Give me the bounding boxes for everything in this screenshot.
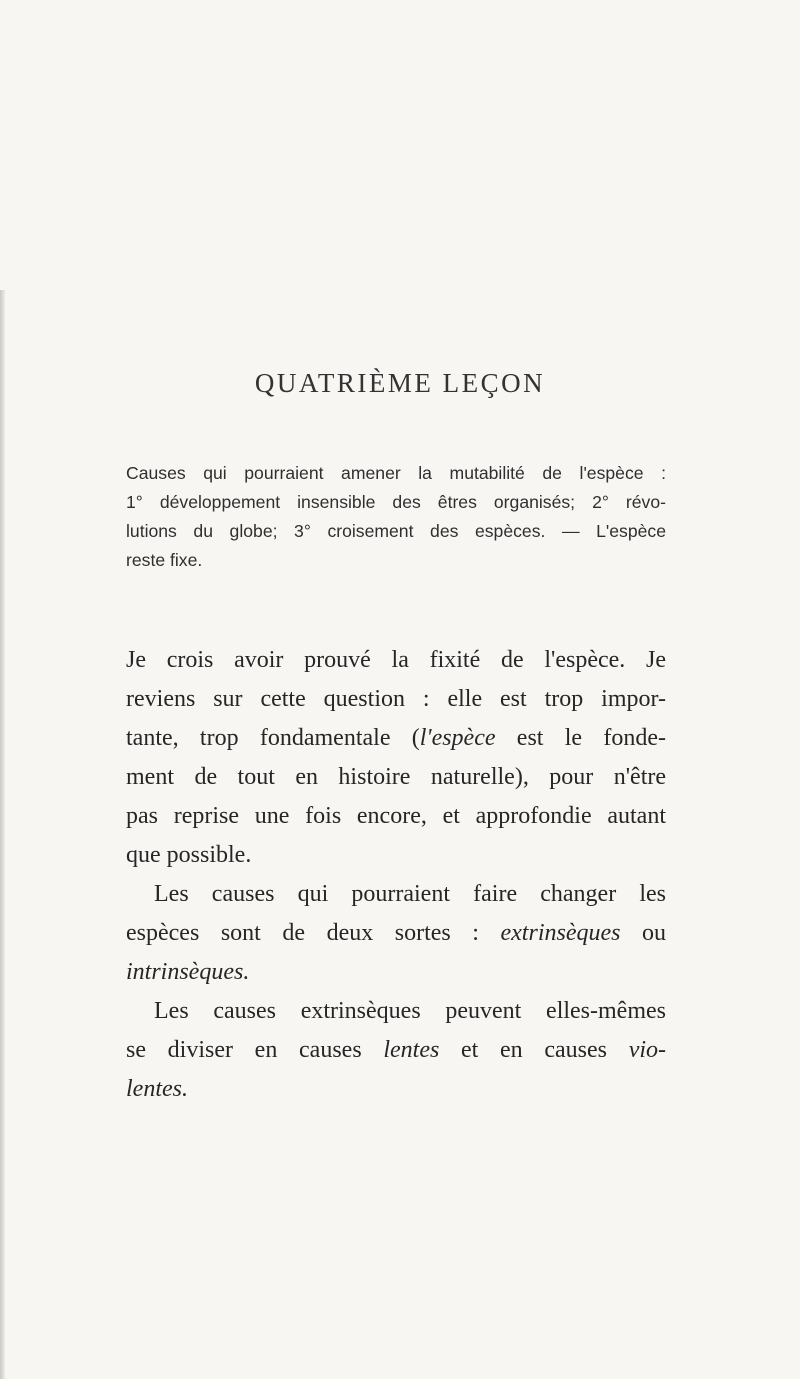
summary-line: 1° développement insensible des êtres organisés; 2° révo- [126,492,666,512]
summary-line: Causes qui pourraient amener la mutabilité de l'espèce : [126,463,666,483]
italic-term: vio- [628,1037,666,1063]
paragraph-3-line [126,1070,666,1109]
text-run: et en causes [439,1037,629,1063]
paragraph-2-line [126,953,666,992]
summary-line: reste fixe. [126,550,203,570]
summary-line: lutions du globe; 3° croisement des espèces. — L'espèce [126,521,666,541]
text-run: ou [620,920,667,946]
paragraph-1-line: reviens sur cette question : elle est trop impor- [126,686,666,712]
paragraph-1-line [126,719,666,758]
text-run: se diviser en causes [126,1037,384,1063]
paragraph-1-line: que possible. [126,842,252,868]
chapter-heading: QUATRIÈME LEÇON [254,368,546,398]
page-edge-shadow [0,290,5,1379]
italic-term: l'espèce [419,725,496,751]
body-text [126,641,666,1109]
paragraph-1-line: Je crois avoir prouvé la fixité de l'espèce. Je [126,647,666,673]
paragraph-3-line [126,1031,666,1070]
italic-term: lentes [383,1037,440,1063]
text-run: espèces sont de deux sortes : [126,920,501,946]
text-run: tante, trop fondamentale ( [126,725,420,751]
italic-term: intrinsèques. [126,959,250,985]
italic-term: extrinsèques [500,920,621,946]
paragraph-1-line: ment de tout en histoire naturelle), pour n'être [126,764,666,790]
text-run: est le fonde- [495,725,666,751]
italic-term: lentes. [126,1076,188,1102]
paragraph-1-line: pas reprise une fois encore, et approfondie autant [126,803,666,829]
chapter-summary [126,459,666,575]
paragraph-3-line: Les causes extrinsèques peuvent elles-mêmes [154,998,666,1024]
paragraph-2-line [126,914,666,953]
paragraph-2-line: Les causes qui pourraient faire changer les [154,881,666,907]
